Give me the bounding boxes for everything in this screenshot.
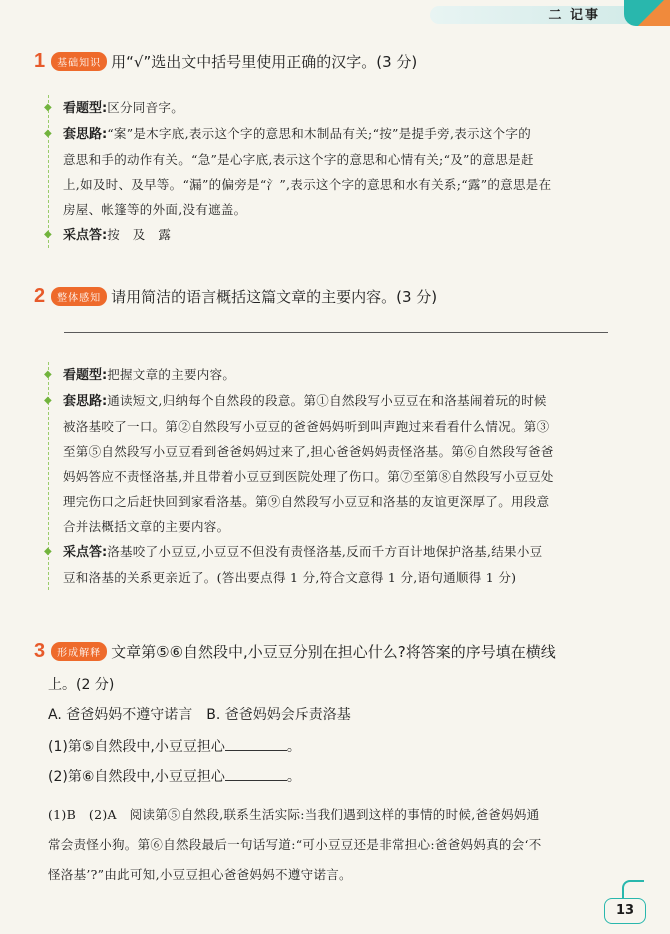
analysis-row: 上,如及时、及早等。“漏”的偏旁是“氵”,表示这个字的意思和水有关系;“露”的意思是在: [63, 177, 552, 192]
bullet-icon: ◆: [44, 229, 52, 240]
analysis-row: 妈妈答应不责怪洛基,并且带着小豆豆到医院处理了伤口。第⑦至第⑧自然段写小豆豆处: [63, 469, 554, 484]
analysis-row: 至第⑤自然段写小豆豆看到爸爸妈妈过来了,担心爸爸妈妈责怪洛基。第⑥自然段写爸爸: [63, 444, 554, 459]
question-prompt: 请用简洁的语言概括这篇文章的主要内容。(3 分): [111, 288, 438, 306]
sub-question-2: (2)第⑥自然段中,小豆豆担心 。: [48, 766, 301, 786]
question-2-heading: [34, 285, 437, 308]
bullet-icon: ◆: [44, 546, 52, 557]
question-badge: 基础知识: [51, 52, 107, 71]
question-3-heading: [34, 640, 556, 663]
analysis-row: ◆ 套思路:“案”是木字底,表示这个字的意思和木制品有关;“按”是提手旁,表示这个字的: [44, 126, 532, 142]
bullet-icon: ◆: [44, 102, 52, 113]
question-badge: 形成解释: [51, 642, 107, 661]
answer-blank[interactable]: [225, 736, 287, 751]
analysis-row: 被洛基咬了一口。第②自然段写小豆豆的爸爸妈妈听到叫声跑过来看看什么情况。第③: [63, 419, 550, 434]
question-1-analysis: [44, 95, 614, 248]
analysis-row: 房屋、帐篷等的外面,没有遮盖。: [63, 202, 247, 217]
analysis-row: ◆ 采点答:按 及 露: [44, 227, 172, 243]
analysis-row: 豆和洛基的关系更亲近了。(答出要点得 1 分,符合文意得 1 分,语句通顺得 1 分): [63, 570, 517, 585]
analysis-row: ◆ 套思路:通读短文,归纳每个自然段的段意。第①自然段写小豆豆在和洛基闹着玩的时候: [44, 393, 547, 409]
question-prompt: 用“√”选出文中括号里使用正确的汉字。(3 分): [111, 53, 418, 71]
sub-question-1: (1)第⑤自然段中,小豆豆担心 。: [48, 736, 301, 756]
analysis-row: 理完伤口之后赶快回到家看洛基。第⑨自然段写小豆豆和洛基的友谊更深厚了。用段意: [63, 494, 550, 509]
answer-blank[interactable]: [225, 766, 287, 781]
answer-line: 怪洛基’?”由此可知,小豆豆担心爸爸妈妈不遵守诺言。: [48, 867, 352, 882]
question-2-analysis: [44, 362, 614, 590]
page-curl-decoration: [622, 880, 644, 898]
page-number: 13: [604, 898, 646, 924]
question-options: A. 爸爸妈妈不遵守诺言 B. 爸爸妈妈会斥责洛基: [48, 707, 351, 723]
answer-line: (1)B (2)A 阅读第⑤自然段,联系生活实际:当我们遇到这样的事情的时候,爸爸妈妈通: [48, 807, 540, 822]
corner-decoration: [624, 0, 670, 26]
bullet-icon: ◆: [44, 369, 52, 380]
analysis-row: ◆ 看题型:区分同音字。: [44, 100, 185, 116]
question-prompt-continued: 上。(2 分): [48, 677, 115, 693]
analysis-row: 意思和手的动作有关。“急”是心字底,表示这个字的意思和心情有关;“及”的意思是赶: [63, 152, 534, 167]
question-number: 2: [34, 285, 46, 307]
analysis-row: ◆ 采点答:洛基咬了小豆豆,小豆豆不但没有责怪洛基,反而千方百计地保护洛基,结果小豆: [44, 544, 543, 560]
bullet-icon: ◆: [44, 395, 52, 406]
bullet-icon: ◆: [44, 128, 52, 139]
question-number: 1: [34, 50, 46, 72]
chapter-tab: [430, 0, 670, 26]
question-3-answer: [48, 800, 618, 890]
answer-line: 常会责怪小狗。第⑥自然段最后一句话写道:“可小豆豆还是非常担心:爸爸妈妈真的会‘不: [48, 837, 542, 852]
question-1-heading: [34, 50, 417, 73]
question-number: 3: [34, 640, 46, 662]
answer-writing-line[interactable]: [64, 332, 608, 333]
question-badge: 整体感知: [51, 287, 107, 306]
analysis-row: ◆ 看题型:把握文章的主要内容。: [44, 367, 236, 383]
analysis-row: 合并法概括文章的主要内容。: [63, 519, 230, 534]
question-prompt: 文章第⑤⑥自然段中,小豆豆分别在担心什么?将答案的序号填在横线: [111, 643, 556, 661]
chapter-title: 二 记事: [548, 8, 600, 23]
